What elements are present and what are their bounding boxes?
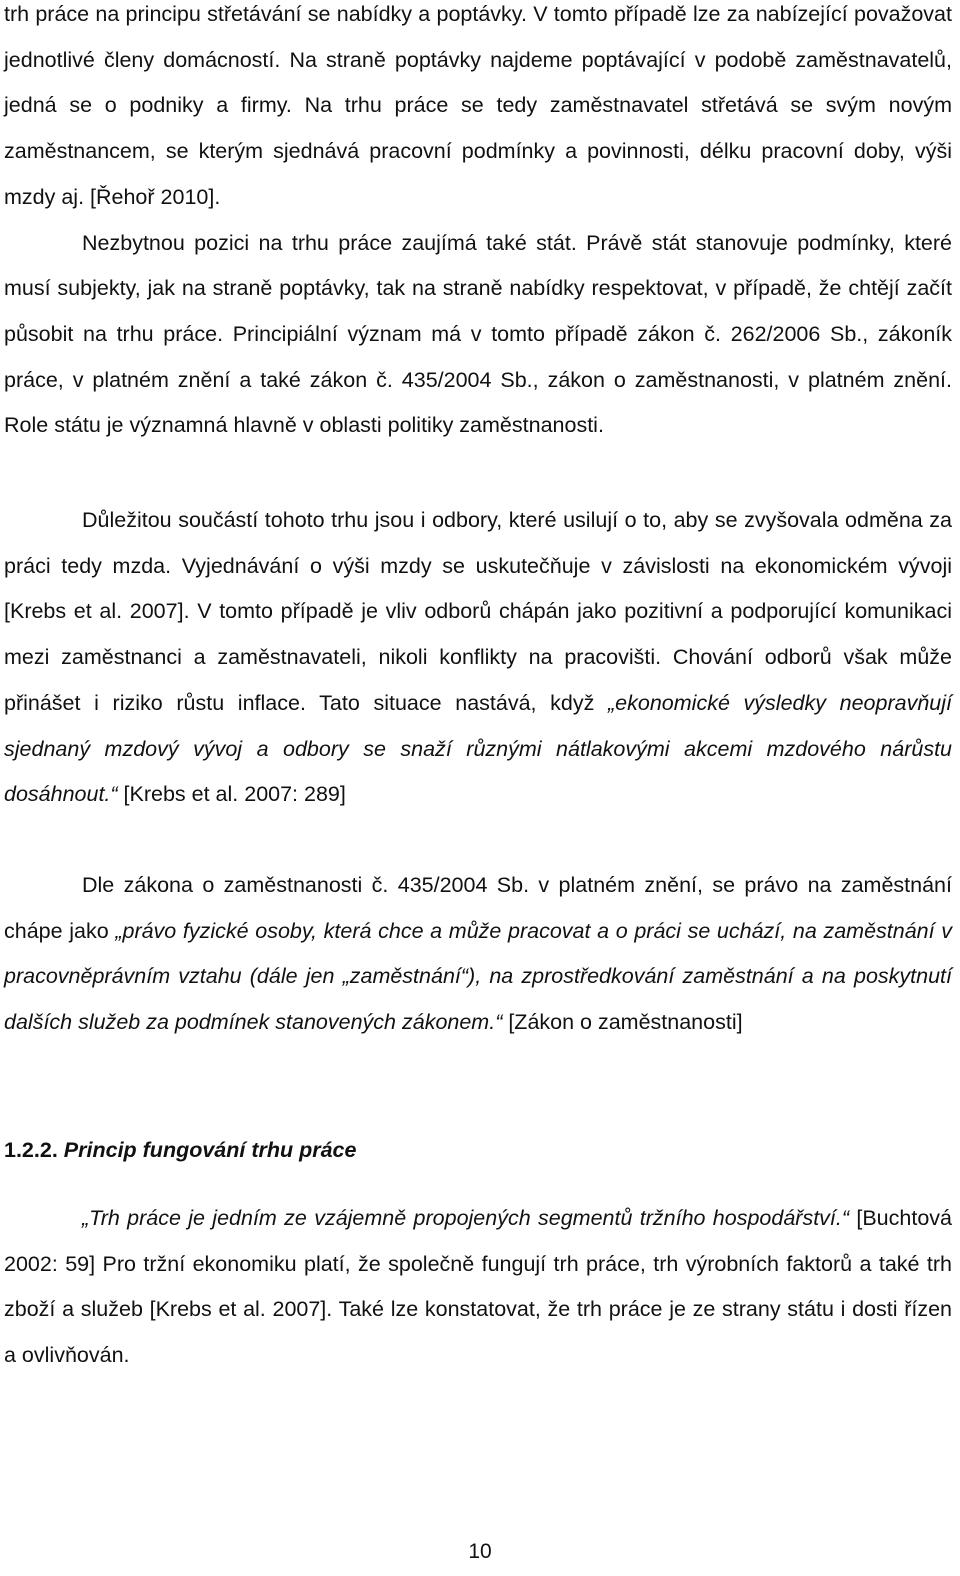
paragraph-1-text: trh práce na principu střetávání se nabídky a poptávky. V tomto případě lze za nabízející považovat jednotlivé členy domácností. Na straně poptávky najdeme poptávající v podobě zaměstnavatelů, jedná se o podniky a firmy. Na trhu práce se tedy zaměstnavatel střetává se svým novým zaměstnancem, se kterým sjednává pracovní podmínky a povinnosti, délku pracovní doby, výši mzdy aj. [Řehoř 2010].	[4, 2, 952, 209]
paragraph-3-quote: „ekonomické výsledky neopravňují sjednaný mzdový vývoj a odbory se snaží různými nátlakovými akcemi mzdového nárůstu dosáhnout.“	[4, 690, 952, 807]
paragraph-5-text: [Buchtová 2002: 59] Pro tržní ekonomiku platí, že společně fungují trh práce, trh výrobních faktorů a také trh zboží a služeb [Krebs et al. 2007]. Také lze konstatovat, že trh práce je ze strany státu i dosti řízen a ovlivňován.	[4, 1206, 952, 1368]
paragraph-3	[4, 498, 952, 818]
paragraph-3-text: Důležitou součástí tohoto trhu jsou i odbory, které usilují o to, aby se zvyšovala odměna za práci tedy mzda. Vyjednávání o výši mzdy se uskutečňuje v závislosti na ekonomickém vývoji [Krebs et al. 2007]. V tomto případě je vliv odborů chápán jako pozitivní a podporující komunikaci mezi zaměstnanci a zaměstnavateli, nikoli konflikty na pracovišti. Chování odborů však může přinášet i riziko růstu inflace. Tato situace nastává, když	[4, 508, 952, 715]
body-text-block-3	[4, 863, 952, 1046]
body-text-block-2	[4, 498, 952, 818]
paragraph-4	[4, 863, 952, 1046]
paragraph-4-citation: [Zákon o zaměstnanosti]	[502, 1010, 743, 1035]
paragraph-3-citation: [Krebs et al. 2007: 289]	[117, 782, 346, 807]
paragraph-4-quote: „právo fyzické osoby, která chce a může pracovat a o práci se uchází, na zaměstnání v pracovněprávním vztahu (dále jen „zaměstnání“), na zprostředkování zaměstnání a na poskytnutí dalších služeb za podmínek stanovených zákonem.“	[4, 918, 953, 1035]
body-text-block-1	[4, 0, 952, 449]
body-text-block-4	[4, 1196, 952, 1379]
paragraph-1	[4, 0, 952, 221]
section-title: Princip fungování trhu práce	[63, 1138, 357, 1162]
paragraph-5	[4, 1196, 952, 1379]
paragraph-2	[4, 221, 952, 450]
paragraph-4-text: Dle zákona o zaměstnanosti č. 435/2004 Sb. v platném znění, se právo na zaměstnání chápe jako	[4, 873, 952, 943]
page-number: 10	[468, 1540, 492, 1563]
paragraph-5-quote: „Trh práce je jedním ze vzájemně propojených segmentů tržního hospodářství.“	[82, 1206, 850, 1230]
section-heading	[4, 1138, 356, 1163]
section-number: 1.2.2.	[4, 1138, 58, 1162]
paragraph-2-text: Nezbytnou pozici na trhu práce zaujímá také stát. Právě stát stanovuje podmínky, které musí subjekty, jak na straně poptávky, tak na straně nabídky respektovat, v případě, že chtějí začít působit na trhu práce. Principiální význam má v tomto případě zákon č. 262/2006 Sb., zákoník práce, v platném znění a také zákon č. 435/2004 Sb., zákon o zaměstnanosti, v platném znění. Role státu je významná hlavně v oblasti politiky zaměstnanosti.	[4, 230, 952, 438]
